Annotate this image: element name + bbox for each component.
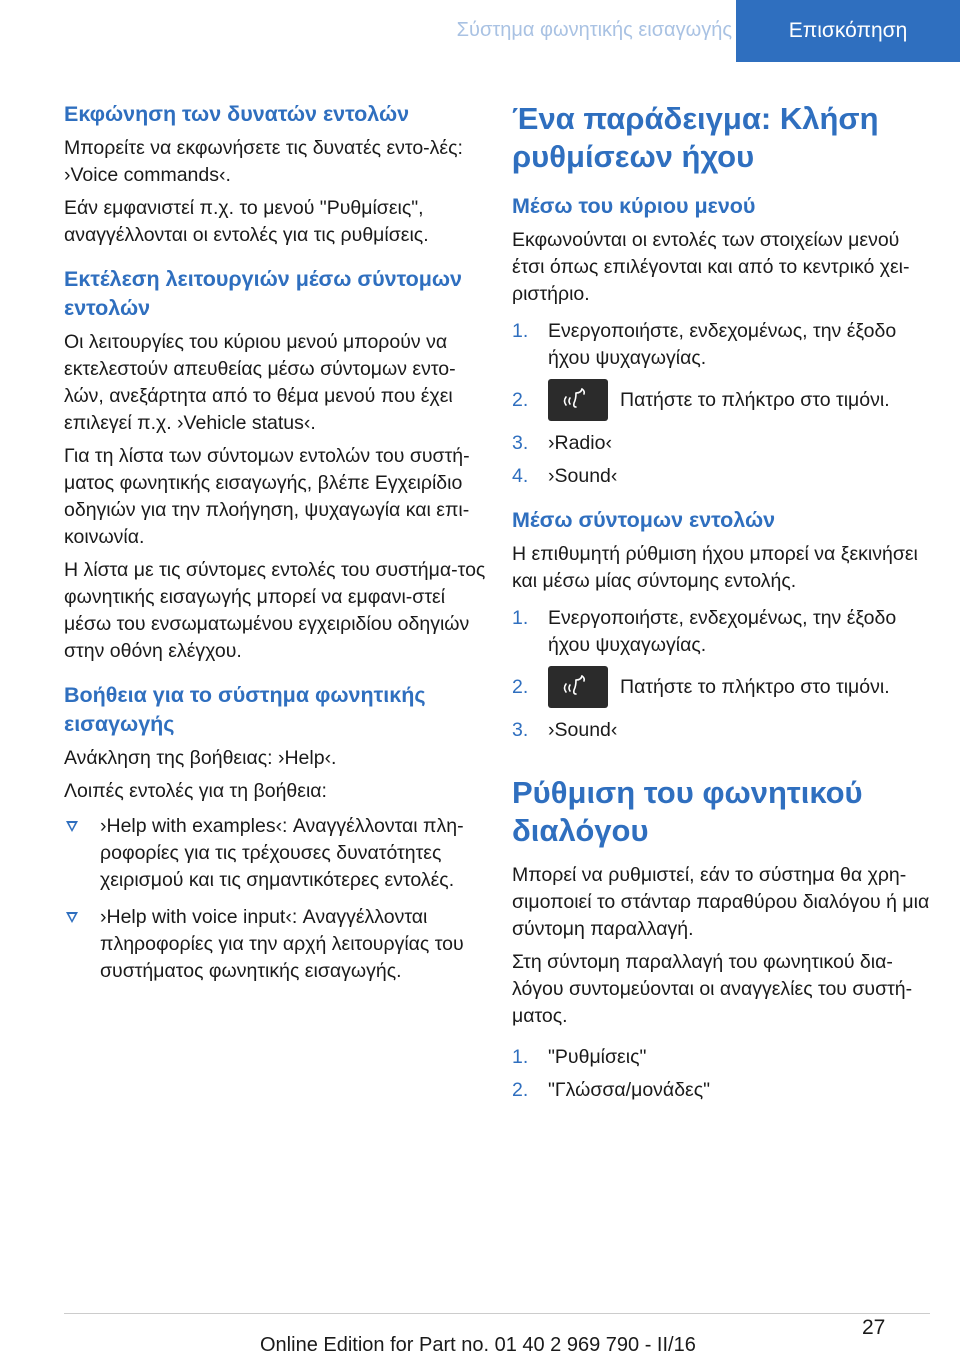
step-item (512, 665, 930, 709)
step-item (512, 605, 930, 659)
step-number: 2. (512, 1079, 529, 1101)
step-number: 3. (512, 432, 529, 454)
paragraph: Στη σύντομη παραλλαγή του φωνητικού δια-λόγου συντομεύονται οι αναγγελίες του συστή-ματος. (512, 951, 913, 1027)
step-text: "Γλώσσα/μονάδες" (548, 1079, 711, 1101)
step-number: 2. (512, 676, 529, 698)
section-heading: Εκτέλεση λειτουργιών μέσω σύντομων εντολών (64, 267, 462, 320)
step-text: ›Sound‹ (548, 465, 618, 487)
steps-list (512, 1044, 930, 1104)
step-number: 1. (512, 320, 529, 342)
paragraph: Λοιπές εντολές για τη βοήθεια: (64, 780, 327, 802)
step-item (512, 1077, 930, 1104)
step-text: Ενεργοποιήστε, ενδεχομένως, την έξοδο ήχου ψυχαγωγίας. (548, 607, 897, 656)
paragraph: Για τη λίστα των σύντομων εντολών του συστή-ματος φωνητικής εισαγωγής, βλέπε Εγχειρίδιο οδηγιών για την πλοήγηση, ψυχαγωγία και επι-κοινωνία. (64, 445, 470, 548)
voice-command-steering-wheel-icon (548, 379, 608, 421)
header-tab[interactable]: Επισκόπηση (736, 0, 960, 62)
voice-icon-svg (558, 672, 598, 702)
step-number: 3. (512, 719, 529, 741)
step-text: "Ρυθμίσεις" (548, 1046, 647, 1068)
step-text: Πατήστε το πλήκτρο στο τιμόνι. (620, 388, 890, 411)
section-heading-large: Ρύθμιση του φωνητικού διαλόγου (512, 775, 863, 848)
paragraph: Οι λειτουργίες του κύριου μενού μπορούν να εκτελεστούν απευθείας μέσω σύντομων εντο-λών, ανεξάρτητα από το θέμα μενού που έχει επιλεγεί π.χ. ›Vehicle status‹. (64, 331, 456, 434)
left-column (64, 100, 490, 995)
section-heading: Εκφώνηση των δυνατών εντολών (64, 102, 410, 126)
paragraph: Η λίστα με τις σύντομες εντολές του συστήμα-τος φωνητικής εισαγωγής μπορεί να εμφανι-στεί μέσω του ενσωματωμένου εγχειριδίου οδηγιών στην οθόνη ελέγχου. (64, 559, 486, 662)
list-item-text: ›Help with examples‹: Αναγγέλλονται πλη-ροφορίες για τις τρέχουσες δυνατότητες χειρισμού και τις σημαντικότερες εντολές. (100, 815, 464, 891)
step-text: Πατήστε το πλήκτρο στο τιμόνι. (620, 675, 890, 698)
footer-edition: Online Edition for Part no. 01 40 2 969 790 - II/16 (260, 1334, 696, 1356)
paragraph: Μπορείτε να εκφωνήσετε τις δυνατές εντο-λές: ›Voice commands‹. (64, 137, 463, 186)
section-heading: Βοήθεια για το σύστημα φωνητικής εισαγωγής (64, 683, 426, 736)
steps-list (512, 318, 930, 490)
step-text: Ενεργοποιήστε, ενδεχομένως, την έξοδο ήχου ψυχαγωγίας. (548, 320, 897, 369)
page-number: 27 (862, 1316, 886, 1339)
step-number: 2. (512, 389, 529, 411)
step-number: 4. (512, 465, 529, 487)
step-item (512, 1044, 930, 1071)
paragraph: Ανάκληση της βοήθειας: ›Help‹. (64, 747, 337, 769)
section-heading: Μέσω σύντομων εντολών (512, 508, 776, 532)
step-item (512, 430, 930, 457)
example-heading: Ένα παράδειγμα: Κλήση ρυθμίσεων ήχου (512, 101, 879, 174)
bullet-list (64, 813, 490, 985)
triangle-bullet-icon (66, 821, 78, 832)
list-item (64, 813, 490, 894)
step-item (512, 318, 930, 372)
footer-divider (64, 1313, 930, 1314)
step-number: 1. (512, 607, 529, 629)
section-heading: Μέσω του κύριου μενού (512, 194, 756, 218)
step-item (512, 463, 930, 490)
paragraph: Εάν εμφανιστεί π.χ. το μενού "Ρυθμίσεις", αναγγέλλονται οι εντολές για τις ρυθμίσεις. (64, 197, 429, 246)
step-text: ›Sound‹ (548, 719, 618, 741)
list-item (64, 904, 490, 985)
paragraph: Εκφωνούνται οι εντολές των στοιχείων μενού έτσι όπως επιλέγονται και από το κεντρικό χει-ριστήριο. (512, 229, 910, 305)
step-item (512, 378, 930, 422)
list-item-text: ›Help with voice input‹: Αναγγέλλονται πληροφορίες για την αρχή λειτουργίας του συστήματος φωνητικής εισαγωγής. (100, 906, 464, 982)
steps-list (512, 605, 930, 744)
paragraph: Η επιθυμητή ρύθμιση ήχου μπορεί να ξεκινήσει και μέσω μίας σύντομης εντολής. (512, 543, 918, 592)
triangle-bullet-icon (66, 912, 78, 923)
step-number: 1. (512, 1046, 529, 1068)
voice-icon-svg (558, 385, 598, 415)
voice-command-steering-wheel-icon (548, 666, 608, 708)
step-text: ›Radio‹ (548, 432, 612, 454)
step-item (512, 717, 930, 744)
header-section-title: Σύστημα φωνητικής εισαγωγής (456, 18, 732, 41)
paragraph: Μπορεί να ρυθμιστεί, εάν το σύστημα θα χρη-σιμοποιεί το στάνταρ παραθύρου διαλόγου ή μια σύντομη παραλλαγή. (512, 864, 930, 940)
right-column (512, 100, 930, 1110)
